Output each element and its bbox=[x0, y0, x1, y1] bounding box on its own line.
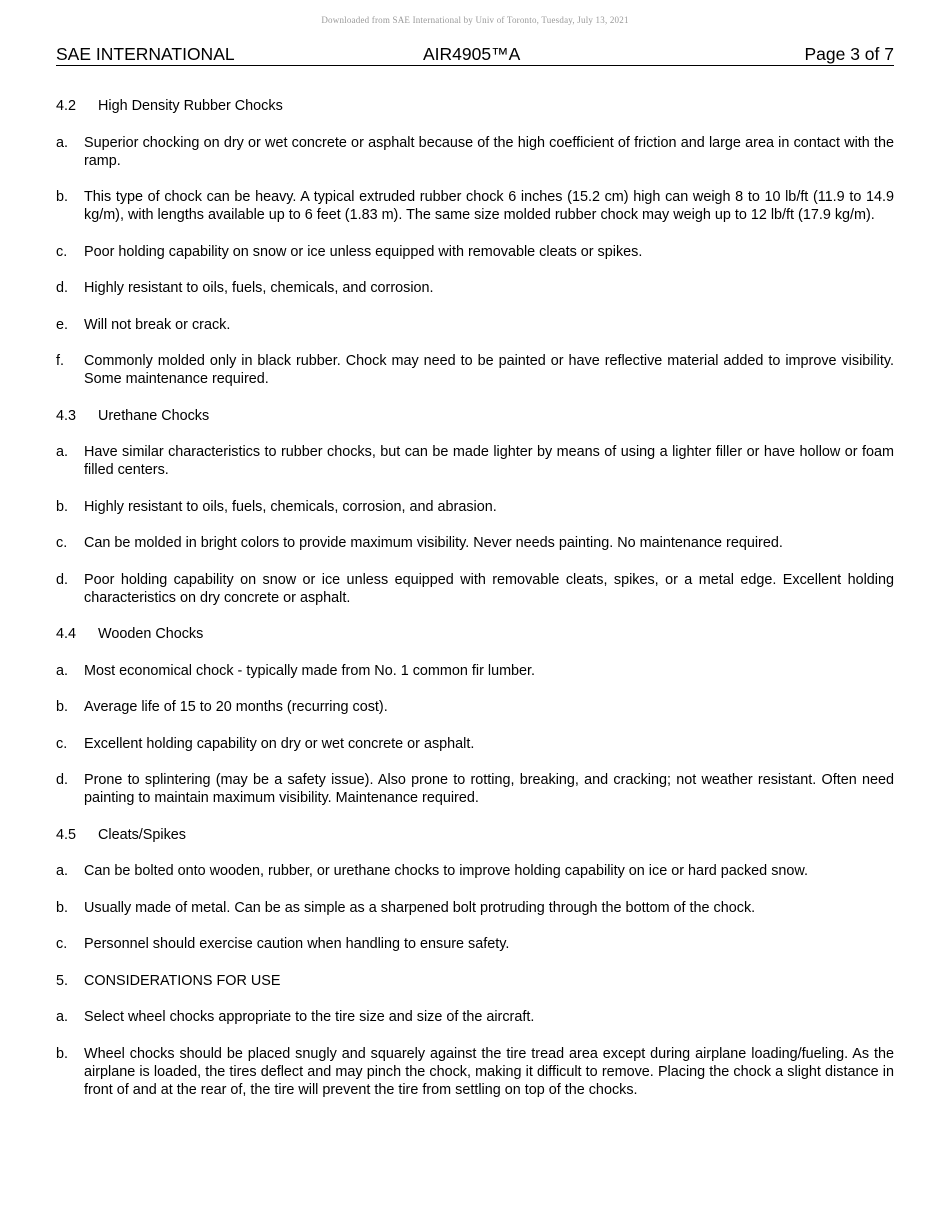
item-text: Excellent holding capability on dry or wet concrete or asphalt. bbox=[84, 735, 475, 752]
list-item bbox=[56, 534, 894, 552]
section-heading bbox=[56, 625, 894, 643]
list-item bbox=[56, 662, 894, 680]
section-heading bbox=[56, 826, 894, 844]
item-letter: b. bbox=[56, 498, 69, 515]
item-letter: d. bbox=[56, 772, 69, 788]
item-letter: a. bbox=[56, 134, 69, 151]
list-item bbox=[56, 352, 894, 388]
item-text: Usually made of metal. Can be as simple as a sharpened bolt protruding through the bottom of the chock. bbox=[84, 899, 756, 916]
section-heading bbox=[56, 972, 894, 990]
item-letter: b. bbox=[56, 1045, 69, 1062]
page-header bbox=[56, 43, 894, 66]
item-letter: a. bbox=[56, 444, 69, 460]
item-text: Select wheel chocks appropriate to the tire size and size of the aircraft. bbox=[84, 1009, 535, 1025]
item-text: Can be bolted onto wooden, rubber, or urethane chocks to improve holding capability on ice or hard packed snow. bbox=[84, 863, 808, 879]
section-heading bbox=[56, 97, 894, 115]
item-text: Prone to splintering (may be a safety issue). Also prone to rotting, breaking, and cracking; not weather resistant. Often need painting to maintain maximum visibility. Maintenance required. bbox=[84, 772, 894, 806]
list-item bbox=[56, 862, 894, 880]
item-text: Have similar characteristics to rubber chocks, but can be made lighter by means of using a lighter filler or have hollow or foam filled centers. bbox=[84, 444, 894, 478]
item-text: Superior chocking on dry or wet concrete or asphalt because of the high coefficient of friction and large area in contact with the ramp. bbox=[84, 134, 894, 169]
item-letter: c. bbox=[56, 535, 68, 551]
section-title: Wooden Chocks bbox=[98, 626, 204, 642]
item-text: Personnel should exercise caution when handling to ensure safety. bbox=[84, 936, 510, 952]
item-letter: f. bbox=[56, 353, 64, 369]
item-letter: c. bbox=[56, 936, 68, 952]
item-text: Highly resistant to oils, fuels, chemicals, and corrosion. bbox=[84, 280, 434, 296]
item-letter: d. bbox=[56, 571, 69, 588]
section-number: 4.5 bbox=[56, 826, 77, 843]
item-text: This type of chock can be heavy. A typical extruded rubber chock 6 inches (15.2 cm) high can weigh 8 to 10 lb/ft (11.9 to 14.9 kg/m), with lengths available up to 6 feet (1.83 m). The same size molded rubber chock may weigh up to 12 lb/ft (17.9 kg/m). bbox=[84, 189, 894, 223]
item-text: Poor holding capability on snow or ice unless equipped with removable cleats or spikes. bbox=[84, 243, 643, 260]
list-item bbox=[56, 1008, 894, 1026]
item-text: Most economical chock - typically made from No. 1 common fir lumber. bbox=[84, 662, 536, 679]
section-title: CONSIDERATIONS FOR USE bbox=[84, 972, 281, 989]
item-text: Commonly molded only in black rubber. Chock may need to be painted or have reflective material added to improve visibility. Some maintenance required. bbox=[84, 353, 894, 387]
section-title: High Density Rubber Chocks bbox=[98, 98, 283, 114]
item-text: Average life of 15 to 20 months (recurring cost). bbox=[84, 699, 388, 715]
item-letter: e. bbox=[56, 316, 69, 333]
item-letter: b. bbox=[56, 899, 69, 916]
section-number: 5. bbox=[56, 972, 69, 989]
list-item bbox=[56, 316, 894, 334]
list-item bbox=[56, 498, 894, 516]
section-number: 4.4 bbox=[56, 626, 77, 642]
item-text: Will not break or crack. bbox=[84, 316, 231, 333]
section-number: 4.3 bbox=[56, 407, 77, 424]
list-item bbox=[56, 771, 894, 807]
list-item bbox=[56, 735, 894, 753]
list-item bbox=[56, 443, 894, 479]
item-text: Can be molded in bright colors to provide maximum visibility. Never needs painting. No maintenance required. bbox=[84, 535, 783, 551]
item-letter: b. bbox=[56, 699, 69, 715]
item-letter: d. bbox=[56, 280, 69, 296]
item-letter: a. bbox=[56, 1009, 69, 1025]
list-item bbox=[56, 571, 894, 607]
item-letter: c. bbox=[56, 243, 68, 260]
item-letter: c. bbox=[56, 735, 68, 752]
section-number: 4.2 bbox=[56, 98, 77, 114]
list-item bbox=[56, 935, 894, 953]
list-item bbox=[56, 1045, 894, 1099]
item-text: Wheel chocks should be placed snugly and squarely against the tire tread area except during airplane loading/fueling. As the airplane is loaded, the tires deflect and may pinch the chock, making it difficult to remove. Placing the chock a slight distance in front of and at the rear of, the tire will prevent the tire from settling on top of the chocks. bbox=[84, 1045, 894, 1098]
list-item bbox=[56, 698, 894, 716]
section-title: Urethane Chocks bbox=[98, 407, 210, 424]
list-item bbox=[56, 134, 894, 170]
section-heading bbox=[56, 407, 894, 425]
header-doc-id: AIR4905™A bbox=[423, 44, 521, 64]
header-page-number: Page 3 of 7 bbox=[804, 44, 894, 64]
list-item bbox=[56, 279, 894, 297]
item-letter: a. bbox=[56, 662, 69, 679]
list-item bbox=[56, 899, 894, 917]
document-body bbox=[56, 97, 894, 1117]
item-letter: b. bbox=[56, 189, 69, 205]
item-text: Poor holding capability on snow or ice unless equipped with removable cleats, spikes, or a metal edge. Excellent holding characteristics on dry concrete or asphalt. bbox=[84, 571, 894, 606]
download-watermark: Downloaded from SAE International by Univ of Toronto, Tuesday, July 13, 2021 bbox=[321, 15, 629, 25]
section-title: Cleats/Spikes bbox=[98, 826, 186, 843]
list-item bbox=[56, 243, 894, 261]
header-org: SAE INTERNATIONAL bbox=[56, 44, 235, 64]
list-item bbox=[56, 188, 894, 224]
item-text: Highly resistant to oils, fuels, chemicals, corrosion, and abrasion. bbox=[84, 498, 497, 515]
item-letter: a. bbox=[56, 863, 69, 879]
